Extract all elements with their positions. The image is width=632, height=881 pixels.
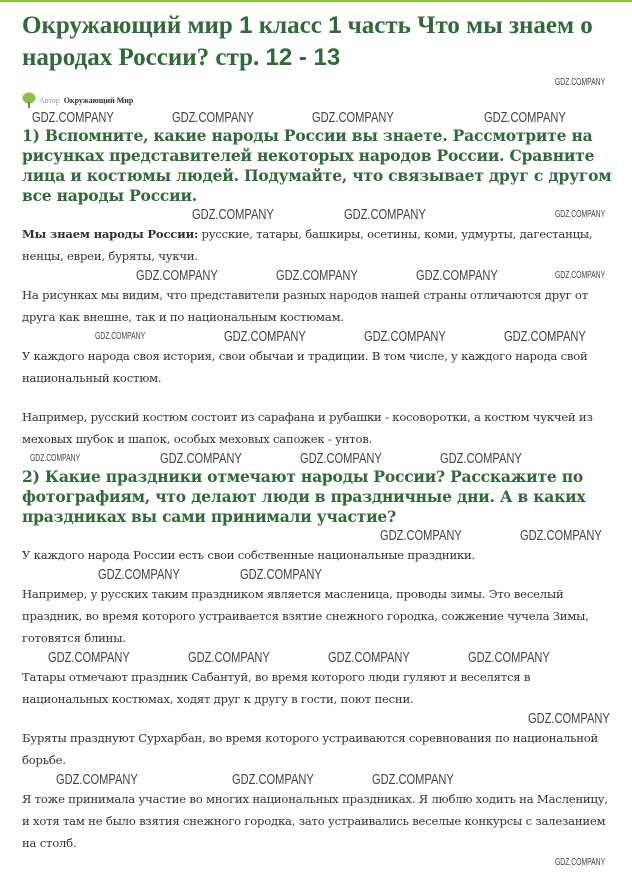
watermark-row <box>0 267 614 284</box>
author-name[interactable]: Окружающий Мир <box>63 95 134 105</box>
answer-paragraph: Например, русский костюм состоит из сарафана и рубашки - косоворотки, а костюм чукчей из меховых шубок и шапок, особых меховых сапожек - унтов. <box>22 410 593 446</box>
watermark-row <box>0 450 614 467</box>
watermark: GDZ.COMPANY <box>504 328 586 345</box>
question-2-heading: 2) Какие праздники отмечают народы России? Расскажите по фотографиям, что делают люди в праздничные дни. А в каких праздниках вы сами принимали участие? <box>22 467 586 526</box>
answer-text: русские, татары, башкиры, осетины, коми, удмурты, дагестанцы, ненцы, евреи, буряты, чукчи. <box>22 227 593 263</box>
answer-paragraph: Например, у русских таким праздником является масленица, проводы зимы. Это веселый праздник, во время которого устраивается взятие снежного городка, сожжение чучела Зимы, готовятся блины. <box>22 587 589 645</box>
tree-icon <box>22 92 36 108</box>
watermark: GDZ.COMPANY <box>276 267 358 284</box>
watermark: GDZ.COMPANY <box>364 328 446 345</box>
question-1-heading: 1) Вспомните, какие народы России вы знаете. Рассмотрите на рисунках представителей некоторых народов России. Сравните лица и костюмы людей. Подумайте, что связывает друг с другом все народы России. <box>22 126 612 205</box>
watermark: GDZ.COMPANY <box>555 857 606 868</box>
answer-bold-lead: Мы знаем народы России: <box>22 227 199 241</box>
title-text: часть Что мы знаем о народах России? стр. <box>22 12 593 71</box>
watermark-row <box>0 109 614 126</box>
answer-paragraph: У каждого народа своя история, свои обычаи и традиции. В том числе, у каждого народа свой национальный костюм. <box>22 349 588 385</box>
article <box>0 2 632 881</box>
watermark: GDZ.COMPANY <box>528 710 610 727</box>
watermark-row <box>0 206 614 223</box>
watermark: GDZ.COMPANY <box>555 270 606 281</box>
author-line <box>22 91 614 109</box>
title-text: Окружающий мир <box>22 12 240 39</box>
watermark: GDZ.COMPANY <box>188 649 270 666</box>
watermark: GDZ.COMPANY <box>555 77 606 88</box>
watermark: GDZ.COMPANY <box>48 649 130 666</box>
answer-paragraph: Буряты празднуют Сурхарбан, во время которого устраиваются соревнования по национальной борьбе. <box>22 731 599 767</box>
watermark-row <box>0 566 614 583</box>
answer-paragraph: Я тоже принимала участие во многих национальных праздниках. Я люблю ходить на Масленицу, и хотя там не было взятия снежного городка, зато устраивались веселые конкурсы с залезанием на столб. <box>22 792 608 850</box>
watermark: GDZ.COMPANY <box>160 450 242 467</box>
author-label: Автор <box>39 95 60 105</box>
watermark: GDZ.COMPANY <box>372 771 454 788</box>
watermark: GDZ.COMPANY <box>56 771 138 788</box>
title-part: 1 <box>328 12 342 39</box>
watermark-row <box>0 710 614 727</box>
watermark-row <box>0 389 614 406</box>
watermark-row <box>0 527 614 544</box>
watermark: GDZ.COMPANY <box>344 206 426 223</box>
answer-paragraph: У каждого народа России есть свои собственные национальные праздники. <box>22 548 476 562</box>
watermark: GDZ.COMPANY <box>555 209 606 220</box>
answer-paragraph: Татары отмечают праздник Сабантуй, во время которого люди гуляют и веселятся в национальных костюмах, ходят друг к другу в гости, поют песни. <box>22 670 531 706</box>
watermark: GDZ.COMPANY <box>224 328 306 345</box>
watermark: GDZ.COMPANY <box>136 267 218 284</box>
watermark: GDZ.COMPANY <box>440 450 522 467</box>
title-text: класс <box>252 12 329 39</box>
watermark: GDZ.COMPANY <box>380 527 462 544</box>
watermark: GDZ.COMPANY <box>328 649 410 666</box>
watermark: GDZ.COMPANY <box>32 109 114 126</box>
watermark-row <box>0 328 614 345</box>
watermark: GDZ.COMPANY <box>416 267 498 284</box>
watermark: GDZ.COMPANY <box>312 109 394 126</box>
watermark-row <box>0 649 614 666</box>
watermark: GDZ.COMPANY <box>95 331 146 342</box>
watermark: GDZ.COMPANY <box>192 206 274 223</box>
title-pages: 12 - 13 <box>265 44 341 71</box>
watermark-row <box>0 74 614 91</box>
watermark-row <box>0 854 614 871</box>
answer-paragraph <box>22 223 614 267</box>
watermark: GDZ.COMPANY <box>520 527 602 544</box>
watermark: GDZ.COMPANY <box>240 566 322 583</box>
watermark: GDZ.COMPANY <box>468 649 550 666</box>
watermark: GDZ.COMPANY <box>98 566 180 583</box>
title-grade: 1 <box>239 12 253 39</box>
watermark: GDZ.COMPANY <box>232 771 314 788</box>
watermark: GDZ.COMPANY <box>300 450 382 467</box>
page-title <box>22 10 614 74</box>
watermark: GDZ.COMPANY <box>30 453 81 464</box>
watermark: GDZ.COMPANY <box>172 109 254 126</box>
watermark-row <box>0 771 614 788</box>
watermark: GDZ.COMPANY <box>484 109 566 126</box>
answer-paragraph: На рисунках мы видим, что представители разных народов нашей страны отличаются друг от друга как внешне, так и по национальным костюмам. <box>22 288 588 324</box>
